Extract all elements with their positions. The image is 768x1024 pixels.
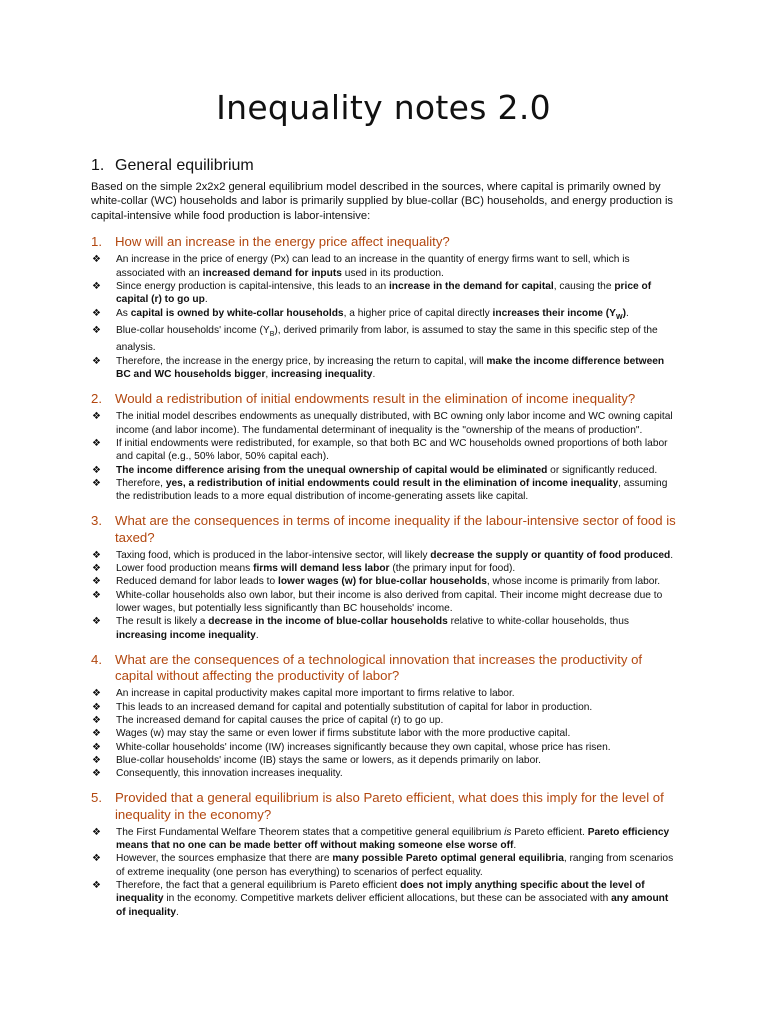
- bullet-text: [116, 307, 676, 324]
- question-heading: [91, 652, 676, 684]
- question-text: What are the consequences of a technological innovation that increases the productivity of capital without affecting the productivity of labor?: [115, 651, 643, 684]
- bullet-text: [116, 767, 676, 780]
- question-text: Provided that a general equilibrium is also Pareto efficient, what does this imply for the level of inequality in the economy?: [115, 790, 664, 822]
- text-run: Therefore, the increase in the energy price, by increasing the return to capital, will: [116, 355, 487, 367]
- list-item: [91, 280, 676, 307]
- text-run: White-collar households also own labor, but their income is also derived from capital. Their income might decrease due to lower wages, but potentially less significantly than BC households' income.: [116, 589, 663, 615]
- bullet-text: [116, 437, 676, 464]
- diamond-bullet-icon: ❖: [92, 728, 101, 740]
- question-number: 5.: [91, 790, 102, 806]
- text-run: The result is likely a: [116, 616, 209, 628]
- list-item: [91, 687, 676, 700]
- bullet-list: [91, 549, 676, 642]
- text-run: any amount of inequality: [116, 893, 669, 918]
- diamond-bullet-icon: ❖: [92, 411, 101, 423]
- text-run: decrease the supply or quantity of food produced: [430, 549, 671, 561]
- text-run: in the economy. Competitive markets deliver efficient allocations, but these can be associated with: [163, 893, 612, 905]
- text-run: The initial model describes endowments as unequally distributed, with BC owning only labor income and WC owning capital income (and labor income). The fundamental determinant of inequality is the "ownership of the means of production".: [116, 411, 673, 436]
- bullet-text: [116, 687, 676, 700]
- text-run: increasing inequality: [271, 368, 373, 380]
- bullet-text: [116, 615, 676, 642]
- bullet-list: [91, 826, 676, 919]
- text-run: However, the sources emphasize that there are: [116, 853, 333, 865]
- question-block: [91, 513, 676, 641]
- text-run: This leads to an increased demand for capital and potentially substitution of capital for labor in production.: [116, 701, 593, 713]
- bullet-text: [116, 714, 676, 727]
- text-run: .: [372, 368, 376, 380]
- text-run: lower wages (w) for blue-collar households: [277, 576, 487, 588]
- text-run: increased demand for inputs: [202, 267, 342, 279]
- diamond-bullet-icon: ❖: [92, 281, 101, 293]
- text-run: does not imply anything specific about the level of inequality: [116, 880, 645, 905]
- question-number: 1.: [91, 234, 102, 250]
- bullet-text: [116, 754, 676, 767]
- question-block: [91, 790, 676, 918]
- list-item: [91, 767, 676, 780]
- text-run: increases their income (Y: [492, 307, 616, 319]
- bullet-text: [116, 410, 676, 437]
- question-text: What are the consequences in terms of income inequality if the labour-intensive sector of food is taxed?: [115, 513, 676, 545]
- list-item: [91, 852, 676, 879]
- page-title: Inequality notes 2.0: [216, 88, 551, 127]
- text-run: .: [513, 840, 517, 852]
- bullet-text: [116, 575, 676, 588]
- list-item: [91, 754, 676, 767]
- list-item: [91, 879, 676, 919]
- list-item: [91, 253, 676, 280]
- diamond-bullet-icon: ❖: [92, 853, 101, 865]
- question-block: [91, 234, 676, 381]
- text-run: is: [504, 826, 512, 838]
- text-run: Since energy production is capital-intensive, this leads to an: [116, 281, 389, 293]
- text-run: , causing the: [553, 281, 615, 293]
- section-number: 1.: [91, 157, 105, 174]
- section-heading: [91, 156, 676, 175]
- text-run: ), derived primarily from labor, is assumed to stay the same in this specific step of the analysis.: [116, 324, 658, 354]
- question-number: 4.: [91, 651, 102, 667]
- text-run: yes, a redistribution of initial endowments could result in the elimination of income inequality: [165, 477, 619, 489]
- section-label: General equilibrium: [115, 157, 254, 174]
- text-run: decrease in the income of blue-collar households: [208, 616, 448, 628]
- bullet-text: [116, 701, 676, 714]
- diamond-bullet-icon: ❖: [92, 768, 101, 780]
- diamond-bullet-icon: ❖: [92, 688, 101, 700]
- diamond-bullet-icon: ❖: [92, 880, 101, 891]
- diamond-bullet-icon: ❖: [92, 307, 101, 319]
- text-run: firms will demand less labor: [253, 563, 390, 575]
- bullet-list: [91, 410, 676, 503]
- text-run: (the primary input for food).: [389, 563, 516, 575]
- bullet-text: [116, 826, 676, 853]
- question-block: [91, 652, 676, 780]
- text-run: B: [269, 330, 275, 338]
- diamond-bullet-icon: ❖: [92, 576, 101, 588]
- text-run: The increased demand for capital causes the price of capital (r) to go up.: [116, 714, 444, 726]
- question-heading: [91, 513, 676, 545]
- text-run: Consequently, this innovation increases inequality.: [116, 768, 343, 780]
- diamond-bullet-icon: ❖: [92, 826, 101, 838]
- list-item: [91, 714, 676, 727]
- text-run: Lower food production means: [116, 563, 254, 575]
- text-run: increase in the demand for capital: [388, 281, 554, 293]
- list-item: [91, 324, 676, 355]
- bullet-text: [116, 549, 676, 562]
- diamond-bullet-icon: ❖: [92, 254, 101, 266]
- list-item: [91, 562, 676, 575]
- text-run: , whose income is primarily from labor.: [486, 576, 661, 588]
- text-run: Blue-collar households' income (IB) stays the same or lowers, as it depends primarily on labor.: [116, 754, 541, 766]
- text-run: make the income difference between BC and WC households bigger: [116, 355, 665, 380]
- diamond-bullet-icon: ❖: [92, 754, 101, 766]
- diamond-bullet-icon: ❖: [92, 701, 101, 713]
- text-run: Blue-collar households' income (Y: [116, 324, 270, 336]
- text-run: , assuming the redistribution leads to a more equal distribution of income-generating assets like capital.: [116, 477, 668, 503]
- question-text: How will an increase in the energy price affect inequality?: [115, 234, 450, 250]
- bullet-text: [116, 852, 676, 879]
- text-run: .: [670, 549, 674, 561]
- text-run: ): [622, 307, 626, 319]
- text-run: Reduced demand for labor leads to: [116, 576, 278, 588]
- bullet-text: [116, 477, 676, 504]
- text-run: As: [116, 307, 131, 319]
- list-item: [91, 589, 676, 616]
- text-run: many possible Pareto optimal general equilibria: [332, 853, 564, 865]
- list-item: [91, 615, 676, 642]
- intro-paragraph: Based on the simple 2x2x2 general equilibrium model described in the sources, where capital is primarily owned by white-collar (WC) households and labor is primarily supplied by blue-collar (BC) households, and energy production is capital-intensive while food production is labor-intensive:: [91, 181, 674, 222]
- bullet-list: [91, 253, 676, 381]
- bullet-text: [116, 464, 676, 477]
- text-run: The First Fundamental Welfare Theorem states that a competitive general equilibrium: [116, 826, 505, 838]
- bullet-text: [116, 741, 676, 754]
- text-run: W: [615, 313, 623, 321]
- question-number: 3.: [91, 513, 102, 529]
- list-item: [91, 410, 676, 437]
- text-run: increasing income inequality: [116, 629, 256, 641]
- text-run: Pareto efficiency means that no one can be made better off without making someone else worse off: [116, 826, 670, 852]
- diamond-bullet-icon: ❖: [92, 324, 101, 336]
- list-item: [91, 741, 676, 754]
- text-run: An increase in the price of energy (Px) can lead to an increase in the quantity of energy firms want to sell, which is associated with an: [116, 254, 630, 279]
- diamond-bullet-icon: ❖: [92, 589, 101, 601]
- text-run: ,: [265, 368, 272, 380]
- list-item: [91, 727, 676, 740]
- bullet-text: [116, 879, 676, 919]
- text-run: or significantly reduced.: [547, 464, 658, 476]
- text-run: .: [204, 294, 208, 306]
- bullet-text: [116, 562, 676, 575]
- text-run: .: [176, 906, 179, 918]
- list-item: [91, 477, 676, 504]
- bullet-text: [116, 324, 676, 355]
- text-run: .: [625, 307, 629, 319]
- diamond-bullet-icon: ❖: [92, 464, 101, 476]
- list-item: [91, 355, 676, 382]
- bullet-text: [116, 589, 676, 616]
- text-run: White-collar households' income (IW) increases significantly because they own capital, whose price has risen.: [116, 741, 611, 753]
- bullet-text: [116, 355, 676, 382]
- diamond-bullet-icon: ❖: [92, 477, 101, 489]
- bullet-text: [116, 280, 676, 307]
- text-run: .: [255, 629, 259, 641]
- text-run: relative to white-collar households, thus: [447, 616, 629, 628]
- question-block: [91, 391, 676, 503]
- list-item: [91, 575, 676, 588]
- list-item: [91, 307, 676, 324]
- text-run: Taxing food, which is produced in the labor-intensive sector, will likely: [116, 549, 431, 561]
- text-run: An increase in capital productivity makes capital more important to firms relative to labor.: [116, 688, 515, 700]
- text-run: Therefore, the fact that a general equilibrium is Pareto efficient: [116, 880, 401, 891]
- list-item: [91, 701, 676, 714]
- text-run: Pareto efficient.: [511, 826, 588, 838]
- question-heading: [91, 234, 676, 250]
- text-run: , ranging from scenarios of extreme inequality (one person has everything) to scenarios of perfect equality.: [116, 853, 674, 878]
- diamond-bullet-icon: ❖: [92, 437, 101, 449]
- text-run: price of capital (r) to go up: [116, 281, 652, 306]
- text-run: capital is owned by white-collar households: [130, 307, 344, 319]
- text-run: The income difference arising from the unequal ownership of capital would be eliminated: [116, 464, 548, 476]
- question-text: Would a redistribution of initial endowments result in the elimination of income inequality?: [115, 391, 636, 407]
- question-number: 2.: [91, 391, 102, 407]
- text-run: used in its production.: [341, 267, 444, 279]
- question-list: [91, 234, 676, 919]
- diamond-bullet-icon: ❖: [92, 355, 101, 367]
- question-heading: [91, 391, 676, 407]
- bullet-text: [116, 727, 676, 740]
- bullet-text: [116, 253, 676, 280]
- diamond-bullet-icon: ❖: [92, 563, 101, 575]
- bullet-list: [91, 687, 676, 780]
- text-run: If initial endowments were redistributed, for example, so that both BC and WC households owned proportions of both labor and capital (e.g., 50% labor, 50% capital each).: [116, 437, 668, 463]
- diamond-bullet-icon: ❖: [92, 741, 101, 753]
- text-run: Wages (w) may stay the same or even lower if firms substitute labor with the more productive capital.: [116, 728, 571, 740]
- diamond-bullet-icon: ❖: [92, 616, 101, 628]
- diamond-bullet-icon: ❖: [92, 714, 101, 726]
- list-item: [91, 549, 676, 562]
- text-run: Therefore,: [116, 477, 166, 489]
- question-heading: [91, 790, 676, 822]
- text-run: , a higher price of capital directly: [343, 307, 493, 319]
- list-item: [91, 826, 676, 853]
- list-item: [91, 437, 676, 464]
- list-item: [91, 464, 676, 477]
- diamond-bullet-icon: ❖: [92, 549, 101, 561]
